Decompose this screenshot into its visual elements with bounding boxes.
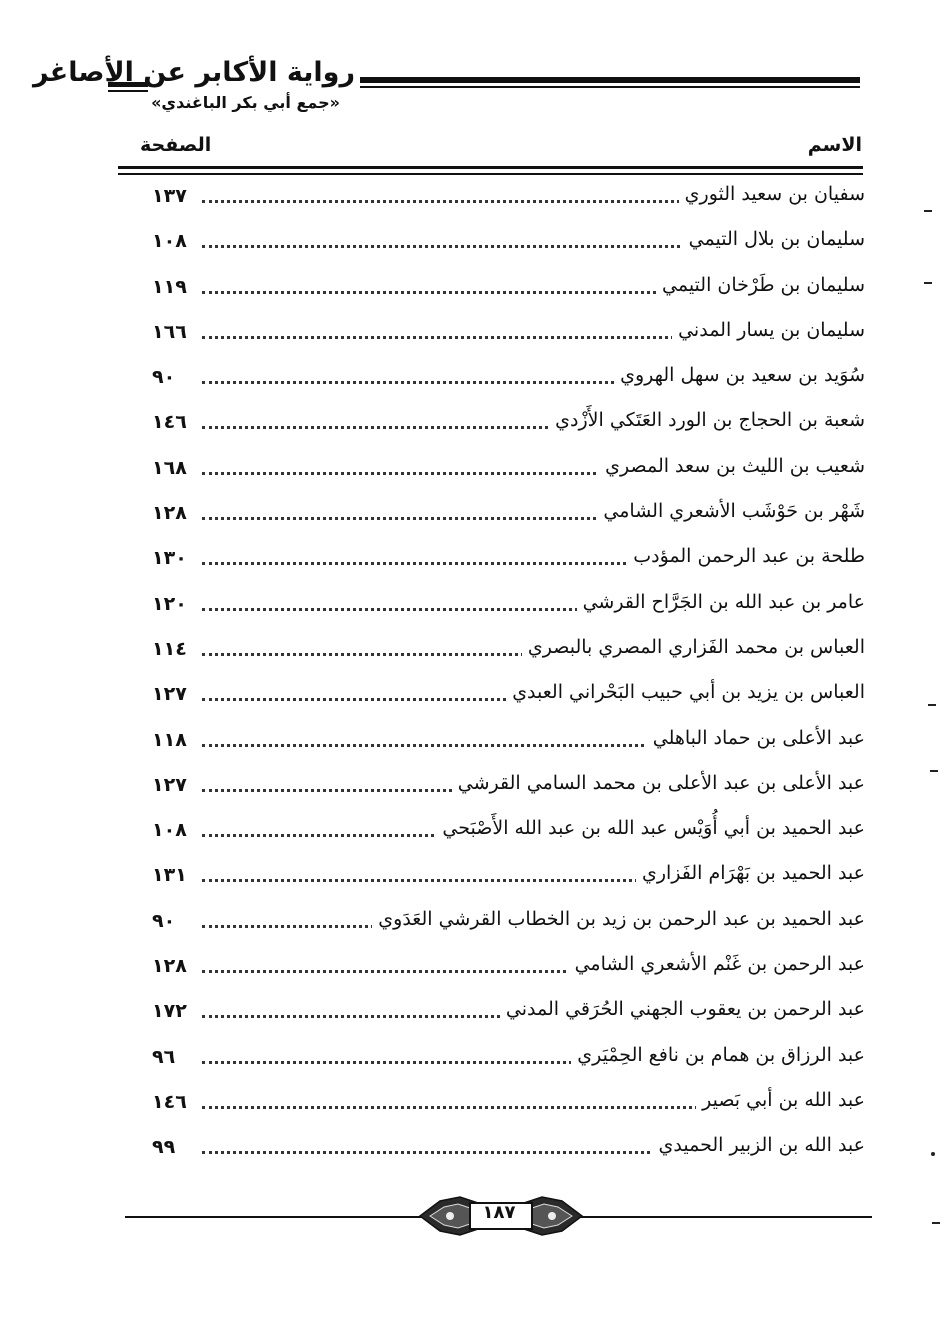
entry-page: ١٢٠ bbox=[152, 592, 187, 615]
index-entry bbox=[130, 357, 865, 402]
index-entry bbox=[130, 674, 865, 719]
entry-name: عامر بن عبد الله بن الجَرَّاح القرشي bbox=[577, 591, 865, 613]
entry-name: عبد الأعلى بن حماد الباهلي bbox=[647, 727, 865, 749]
header-rule-right bbox=[360, 77, 860, 83]
entry-name: عبد الله بن أبي بَصير bbox=[696, 1089, 865, 1111]
index-entry bbox=[130, 629, 865, 674]
margin-mark bbox=[930, 770, 938, 772]
entry-name: شعبة بن الحجاج بن الورد العَتَكي الأَزْدي bbox=[549, 409, 865, 431]
index-entry bbox=[130, 1127, 865, 1172]
margin-mark bbox=[924, 210, 932, 212]
entry-page: ١١٤ bbox=[152, 637, 187, 660]
header-divider-thin bbox=[118, 173, 863, 175]
entry-page: ١٣٠ bbox=[152, 547, 187, 570]
entry-page: ١٠٨ bbox=[152, 819, 187, 842]
index-entry bbox=[130, 402, 865, 447]
entry-page: ١٣١ bbox=[152, 864, 187, 887]
index-entry bbox=[130, 584, 865, 629]
entry-page: ٩٠ bbox=[152, 366, 176, 389]
entry-page: ١٤٦ bbox=[152, 411, 187, 434]
entry-name: سليمان بن بلال التيمي bbox=[683, 228, 865, 250]
index-entry bbox=[130, 991, 865, 1036]
entry-page: ١٦٨ bbox=[152, 456, 187, 479]
entry-page: ٩٩ bbox=[152, 1136, 176, 1159]
margin-mark bbox=[931, 1152, 935, 1156]
column-header-name: الاسم bbox=[807, 134, 862, 156]
entry-page: ١٦٦ bbox=[152, 320, 187, 343]
entry-name: عبد الحميد بن بَهْرَام الفَزاري bbox=[636, 862, 865, 884]
entry-page: ١١٩ bbox=[152, 275, 187, 298]
entry-name: عبد الله بن الزبير الحميدي bbox=[653, 1134, 865, 1156]
entry-name: شَهْر بن حَوْشَب الأشعري الشامي bbox=[597, 500, 865, 522]
index-entry bbox=[130, 810, 865, 855]
footer-rule-left bbox=[125, 1216, 425, 1218]
index-entry bbox=[130, 765, 865, 810]
entry-page: ١٢٧ bbox=[152, 773, 187, 796]
index-entry bbox=[130, 1082, 865, 1127]
entry-page: ١٧٢ bbox=[152, 1000, 187, 1023]
margin-mark bbox=[924, 282, 932, 284]
index-entry bbox=[130, 1037, 865, 1082]
index-entry bbox=[130, 267, 865, 312]
entry-name: سُوَيد بن سعيد بن سهل الهروي bbox=[614, 364, 865, 386]
entry-page: ٩٠ bbox=[152, 909, 176, 932]
entry-name: عبد الرحمن بن يعقوب الجهني الحُرَقي المدني bbox=[500, 998, 865, 1020]
entry-name: سفيان بن سعيد الثوري bbox=[679, 183, 865, 205]
index-entry bbox=[130, 720, 865, 765]
entry-page: ١٠٨ bbox=[152, 230, 187, 253]
book-subtitle: «جمع أبي بكر الباغندي» bbox=[151, 93, 340, 112]
header-divider bbox=[118, 166, 863, 169]
entry-page: ١٢٨ bbox=[152, 955, 187, 978]
index-entry bbox=[130, 901, 865, 946]
entry-page: ١٣٧ bbox=[152, 185, 187, 207]
index-entry bbox=[130, 946, 865, 991]
entry-name: عبد الحميد بن أبي أُوَيْس عبد الله بن عبد الله الأَصْبَحي bbox=[436, 817, 865, 839]
column-header-page: الصفحة bbox=[140, 134, 212, 156]
page-number: ١٨٧ bbox=[482, 1202, 516, 1223]
entry-page: ١٤٦ bbox=[152, 1090, 187, 1113]
index-entry bbox=[130, 176, 865, 221]
index-entry bbox=[130, 855, 865, 900]
entry-name: عبد الحميد بن عبد الرحمن بن زيد بن الخطاب القرشي العَدَوي bbox=[372, 908, 865, 930]
footer-rule-right bbox=[580, 1216, 872, 1218]
running-header bbox=[33, 55, 860, 125]
margin-mark bbox=[928, 704, 936, 706]
index-entry bbox=[130, 493, 865, 538]
entry-page: ١٢٧ bbox=[152, 683, 187, 706]
entry-name: عبد الأعلى بن عبد الأعلى بن محمد السامي القرشي bbox=[452, 772, 865, 794]
index-entry bbox=[130, 312, 865, 357]
entry-page: ٩٦ bbox=[152, 1045, 176, 1068]
index-entries bbox=[130, 176, 865, 1173]
entry-name: طلحة بن عبد الرحمن المؤدب bbox=[627, 545, 865, 567]
entry-name: شعيب بن الليث بن سعد المصري bbox=[599, 455, 865, 477]
header-rule-right-thin bbox=[360, 86, 860, 88]
margin-mark bbox=[932, 1222, 940, 1224]
entry-name: العباس بن يزيد بن أبي حبيب البَحْراني العبدي bbox=[506, 681, 865, 703]
entry-name: عبد الرزاق بن همام بن نافع الحِمْيَري bbox=[571, 1044, 865, 1066]
entry-name: سليمان بن طَرْخان التيمي bbox=[656, 274, 865, 296]
entry-page: ١١٨ bbox=[152, 728, 187, 751]
book-title: رواية الأكابر عن الأصاغر bbox=[33, 57, 355, 88]
entry-name: سليمان بن يسار المدني bbox=[672, 319, 865, 341]
index-entry bbox=[130, 448, 865, 493]
index-entry bbox=[130, 538, 865, 583]
entry-name: عبد الرحمن بن غَنْم الأشعري الشامي bbox=[569, 953, 865, 975]
entry-page: ١٢٨ bbox=[152, 502, 187, 525]
entry-name: العباس بن محمد الفَزاري المصري بالبصري bbox=[522, 636, 865, 658]
index-entry bbox=[130, 221, 865, 266]
header-rule-left-thin bbox=[108, 90, 148, 92]
